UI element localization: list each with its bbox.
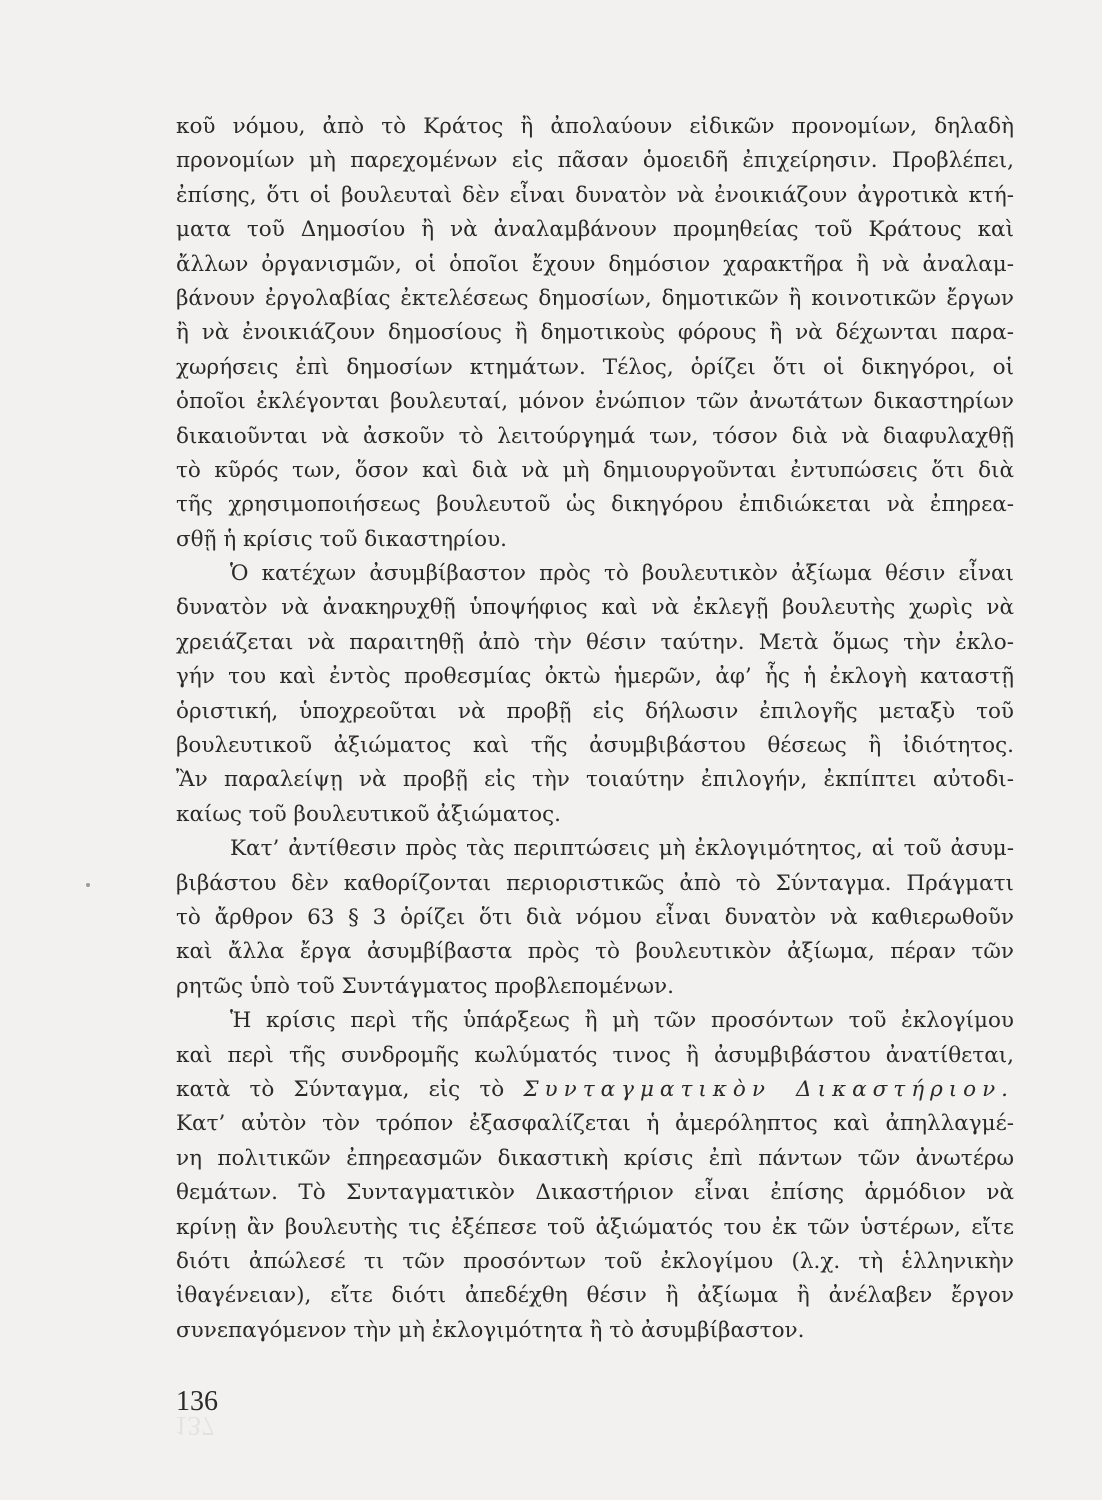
show-through-page-number: 137 <box>174 1411 215 1441</box>
text-line: Ἂν παραλείψῃ νὰ προβῇ εἰς τὴν τοιαύτην ἐπιλογήν, ἐκπίπτει αὐτοδι- <box>176 767 1014 793</box>
text-line: βιβάστου δὲν καθορίζονται περιοριστικῶς ἀπὸ τὸ Σύνταγμα. Πράγματι <box>176 870 1014 896</box>
text-line: χωρήσεις ἐπὶ δημοσίων κτημάτων. Τέλος, ὁρίζει ὅτι οἱ δικηγόροι, οἱ <box>176 354 1014 380</box>
text-line: βουλευτικοῦ ἀξιώματος καὶ τῆς ἀσυμβιβάστου θέσεως ἢ ἰδιότητος. <box>176 733 1014 759</box>
text-line: ἢ νὰ ἐνοικιάζουν δημοσίους ἢ δημοτικοὺς φόρους ἢ νὰ δέχωνται παρα- <box>176 320 1014 346</box>
text-line: βάνουν ἐργολαβίας ἐκτελέσεως δημοσίων, δημοτικῶν ἢ κοινοτικῶν ἔργων <box>176 285 1014 311</box>
paragraph-2 <box>176 557 1014 832</box>
body-text <box>176 110 1014 1348</box>
emphasis-text: Συνταγματικὸν Δικαστήριον. <box>523 1076 1014 1102</box>
text-line: τὸ κῦρός των, ὅσον καὶ διὰ νὰ μὴ δημιουργοῦνται ἐντυπώσεις ὅτι διὰ <box>176 457 1014 483</box>
text-line: δυνατὸν νὰ ἀνακηρυχθῇ ὑποψήφιος καὶ νὰ ἐκλεγῇ βουλευτὴς χωρὶς νὰ <box>176 595 1014 621</box>
text-line: διότι ἀπώλεσέ τι τῶν προσόντων τοῦ ἐκλογίμου (λ.χ. τὴ ἑλληνικὴν <box>176 1248 1014 1274</box>
text-line: προνομίων μὴ παρεχομένων εἰς πᾶσαν ὁμοειδῆ ἐπιχείρησιν. Προβλέπει, <box>176 148 1014 174</box>
text-line: Ὁ κατέχων ἀσυμβίβαστον πρὸς τὸ βουλευτικὸν ἀξίωμα θέσιν εἶναι <box>230 561 1014 587</box>
text-line: σθῇ ἡ κρίσις τοῦ δικαστηρίου. <box>176 526 507 552</box>
text-line: γήν του καὶ ἐντὸς προθεσμίας ὀκτὼ ἡμερῶν, ἀφ’ ἧς ἡ ἐκλογὴ καταστῇ <box>176 664 1014 690</box>
text-line: ἰθαγένειαν), εἴτε διότι ἀπεδέχθη θέσιν ἢ ἀξίωμα ἢ ἀνέλαβεν ἔργον <box>176 1283 1014 1309</box>
text-line: καὶ περὶ τῆς συνδρομῆς κωλύματός τινος ἢ ἀσυμβιβάστου ἀνατίθεται, <box>176 1042 1014 1068</box>
text-line: ἄλλων ὀργανισμῶν, οἱ ὁποῖοι ἔχουν δημόσιον χαρακτῆρα ἢ νὰ ἀναλαμ- <box>176 251 1014 277</box>
text-line: κρίνῃ ἂν βουλευτὴς τις ἐξέπεσε τοῦ ἀξιώματός του ἐκ τῶν ὑστέρων, εἴτε <box>176 1214 1014 1240</box>
text-line: καὶ ἄλλα ἔργα ἀσυμβίβαστα πρὸς τὸ βουλευτικὸν ἀξίωμα, πέραν τῶν <box>176 939 1014 965</box>
page-number: 136 <box>176 1386 218 1417</box>
print-speck <box>86 883 90 887</box>
text-line: τῆς χρησιμοποιήσεως βουλευτοῦ ὡς δικηγόρου ἐπιδιώκεται νὰ ἐπηρεα- <box>176 492 1014 518</box>
text-line: ρητῶς ὑπὸ τοῦ Συντάγματος προβλεπομένων. <box>176 973 674 999</box>
text-line: καίως τοῦ βουλευτικοῦ ἀξιώματος. <box>176 801 561 827</box>
text-line: ὁποῖοι ἐκλέγονται βουλευταί, μόνον ἐνώπιον τῶν ἀνωτάτων δικαστηρίων <box>176 389 1014 415</box>
paragraph-4 <box>176 1004 1014 1348</box>
text-line: Κατ’ ἀντίθεσιν πρὸς τὰς περιπτώσεις μὴ ἐκλογιμότητος, αἱ τοῦ ἀσυμ- <box>230 836 1014 862</box>
text-line: ματα τοῦ Δημοσίου ἢ νὰ ἀναλαμβάνουν προμηθείας τοῦ Κράτους καὶ <box>176 217 1014 243</box>
text-line: θεμάτων. Τὸ Συνταγματικὸν Δικαστήριον εἶναι ἐπίσης ἁρμόδιον νὰ <box>176 1180 1014 1206</box>
text-line: ὁριστική, ὑποχρεοῦται νὰ προβῇ εἰς δήλωσιν ἐπιλογῆς μεταξὺ τοῦ <box>176 698 1014 724</box>
text-line: Ἡ κρίσις περὶ τῆς ὑπάρξεως ἢ μὴ τῶν προσόντων τοῦ ἐκλογίμου <box>230 1008 1014 1034</box>
paragraph-3 <box>176 832 1014 1004</box>
text-line: νη πολιτικῶν ἐπηρεασμῶν δικαστικὴ κρίσις ἐπὶ πάντων τῶν ἀνωτέρω <box>176 1145 1014 1171</box>
text-line-with-emphasis <box>176 1073 1014 1107</box>
text-line: δικαιοῦνται νὰ ἀσκοῦν τὸ λειτούργημά των, τόσον διὰ νὰ διαφυλαχθῇ <box>176 423 1014 449</box>
text-segment: κατὰ τὸ Σύνταγμα, εἰς τὸ <box>176 1076 524 1102</box>
paragraph-1 <box>176 110 1014 557</box>
text-line: Κατ’ αὐτὸν τὸν τρόπον ἐξασφαλίζεται ἡ ἀμερόληπτος καὶ ἀπηλλαγμέ- <box>176 1111 1014 1137</box>
text-line: χρειάζεται νὰ παραιτηθῇ ἀπὸ τὴν θέσιν ταύτην. Μετὰ ὅμως τὴν ἐκλο- <box>176 629 1014 655</box>
text-line: ἐπίσης, ὅτι οἱ βουλευταὶ δὲν εἶναι δυνατὸν νὰ ἐνοικιάζουν ἀγροτικὰ κτή- <box>176 182 1014 208</box>
text-line: τὸ ἄρθρον 63 § 3 ὁρίζει ὅτι διὰ νόμου εἶναι δυνατὸν νὰ καθιερωθοῦν <box>176 904 1014 930</box>
text-line: συνεπαγόμενον τὴν μὴ ἐκλογιμότητα ἢ τὸ ἀσυμβίβαστον. <box>176 1317 805 1343</box>
text-line: κοῦ νόμου, ἀπὸ τὸ Κράτος ἢ ἀπολαύουν εἰδικῶν προνομίων, δηλαδὴ <box>176 114 1014 139</box>
